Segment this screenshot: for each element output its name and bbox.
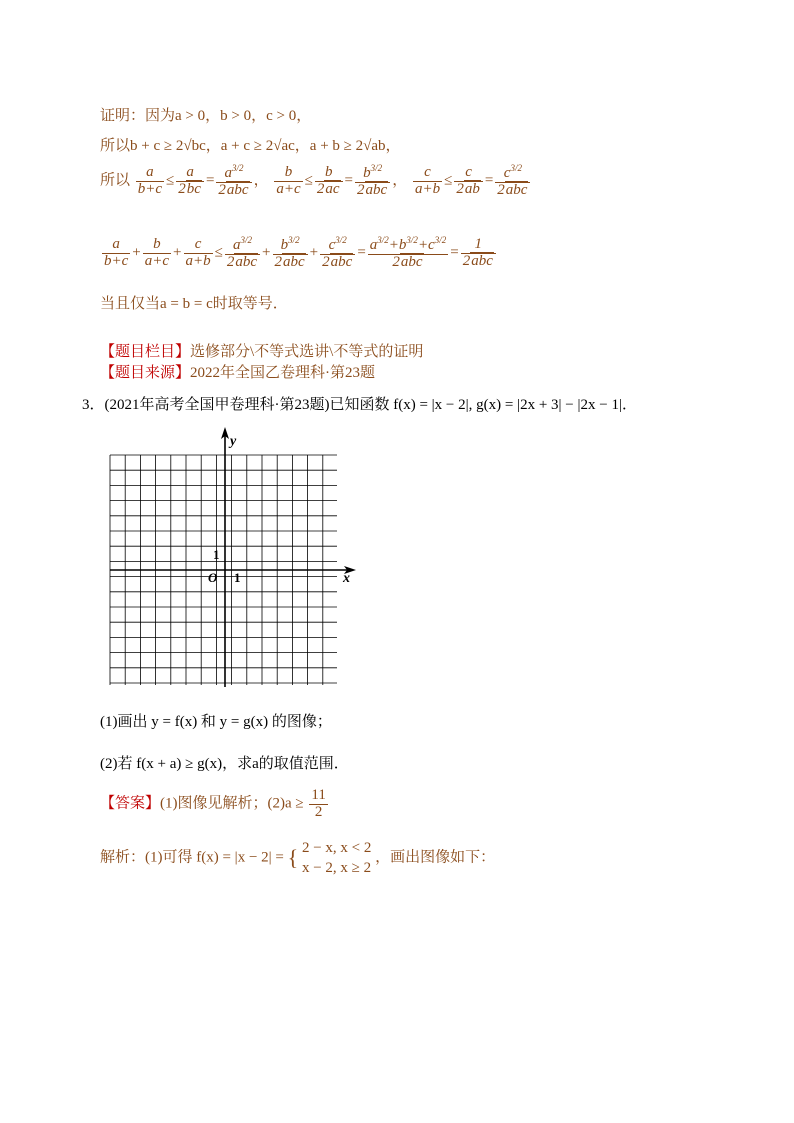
y-axis-label: y — [230, 434, 237, 449]
tag-source — [100, 361, 375, 382]
proof-line-1 — [100, 104, 311, 125]
analysis-line — [100, 838, 495, 879]
proof-line-3-prefix: 所以 — [100, 172, 131, 189]
answer-fraction — [309, 788, 327, 821]
proof-line-5-text: 当且仅当a = b = c时取等号． — [100, 296, 288, 312]
answer-text: (1)图像见解析；(2)a ≥ — [160, 795, 304, 812]
proof-line-4: $\frac{a}{b+c}$ + $\frac{b}{a+c}$ + $\frac{c}{a+b}$ ≤ $\frac{a^{3/2}}{\text{2abc}}$ + $\frac{b^{3/2}}{\text{2abc}}$ + $\frac{c^{3/2}}{\text{2abc}}$ = $\frac{a^{3/2}+b^{3/2}+c^{3/2}}{\text{2abc}}$ = $\frac{1}{\text{2abc}}$ — [100, 236, 498, 271]
problem-3-part-2 — [100, 752, 349, 773]
proof-line-5 — [100, 292, 288, 313]
problem-3-part-2-text: (2)若 f(x + a) ≥ g(x)，求a的取值范围． — [100, 756, 349, 772]
tag-column-text: 选修部分\不等式选讲\不等式的证明 — [190, 344, 424, 360]
answer-numerator: 11 — [311, 787, 326, 803]
piecewise-case-2: x − 2, x ≥ 2 — [301, 860, 372, 877]
problem-3-part-1-text: (1)画出 y = f(x) 和 y = g(x) 的图像； — [100, 714, 332, 730]
proof-line-2-text: 所以b + c ≥ 2√bc，a + c ≥ 2√ac，a + b ≥ 2√ab， — [100, 138, 401, 154]
analysis-prefix: 解析：(1)可得 f(x) = |x − 2| = — [100, 849, 284, 866]
piecewise-cases — [302, 838, 371, 879]
proof-line-2 — [100, 134, 401, 155]
proof-line-1-text: 证明：因为a > 0，b > 0，c > 0， — [100, 108, 312, 124]
problem-3-stem-text: 3．(2021年高考全国甲卷理科·第23题)已知函数 f(x) = |x − 2|, g(x) = |2x + 3| − |2x − 1|． — [82, 397, 637, 413]
y-tick-1: 1 — [213, 547, 220, 562]
answer-line — [100, 788, 330, 821]
analysis-suffix: ，画出图像如下： — [375, 849, 496, 866]
coordinate-grid — [100, 425, 370, 690]
answer-label: 【答案】 — [100, 795, 161, 812]
proof-line-3: 所以 $\frac{a}{b+c}$ ≤ $\frac{a}{2bc}$ = $\frac{a^{3/2}}{\text{2abc}}$ ， $\frac{b}{a+c}$ ≤ $\frac{b}{2ac}$ = $\frac{b^{3/2}}{\text{2abc}}$ ， $\frac{c}{a+b}$ ≤ $\frac{c}{2ab}$ = $\frac{c^{3/2}}{\text{2abc}}$ — [100, 164, 532, 199]
piecewise-brace: { — [287, 845, 299, 871]
origin-label: O — [208, 570, 218, 585]
answer-denominator: 2 — [314, 803, 323, 820]
tag-source-label: 【题目来源】 — [100, 365, 191, 381]
problem-3-stem — [82, 393, 637, 414]
tag-column — [100, 340, 423, 361]
x-axis-label: x — [343, 571, 350, 586]
x-tick-1: 1 — [234, 570, 241, 585]
piecewise-case-1: 2 − x, x < 2 — [301, 840, 372, 856]
tag-column-label: 【题目栏目】 — [100, 344, 191, 360]
tag-source-text: 2022年全国乙卷理科·第23题 — [190, 365, 376, 381]
problem-3-part-1 — [100, 710, 332, 731]
